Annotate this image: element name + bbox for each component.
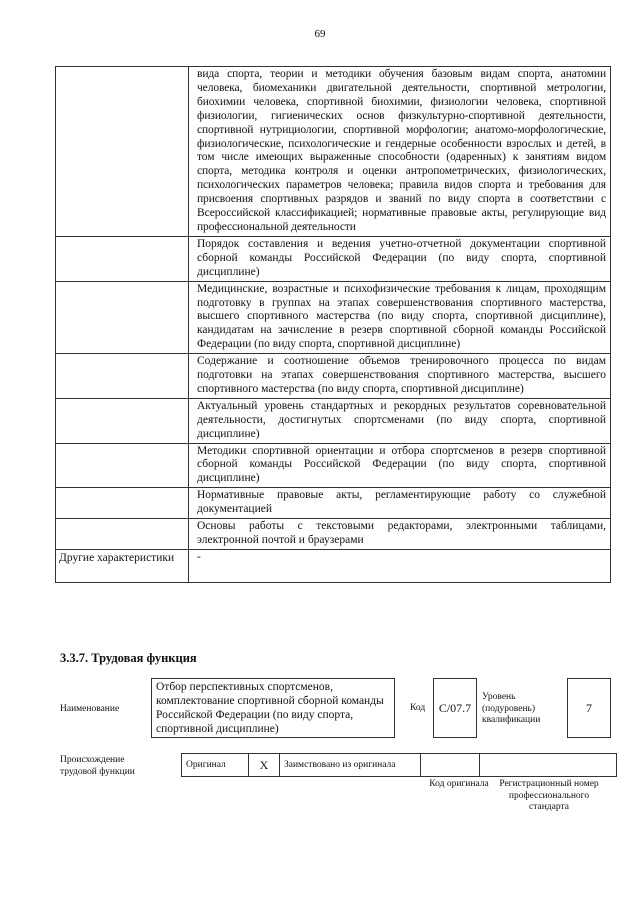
section-heading: 3.3.7. Трудовая функция bbox=[60, 651, 197, 665]
left-cell bbox=[56, 354, 189, 399]
table-row bbox=[56, 519, 611, 550]
table-row bbox=[56, 549, 611, 582]
knowledge-cell bbox=[189, 519, 611, 550]
original-label: Оригинал bbox=[186, 760, 226, 770]
other-characteristics-label-cell bbox=[56, 549, 189, 582]
knowledge-text: Нормативные правовые акты, регламентирующие работу со служебной документацией bbox=[197, 489, 606, 516]
knowledge-text: Порядок составления и ведения учетно-отчетной документации спортивной сборной команды Российской Федерации (по виду спорта, спортивной дисциплине) bbox=[197, 237, 606, 278]
original-label-cell bbox=[182, 754, 249, 777]
name-label: Наименование bbox=[60, 704, 120, 714]
origin-table bbox=[181, 753, 617, 777]
left-cell bbox=[56, 281, 189, 354]
table-row bbox=[56, 67, 611, 237]
table-row bbox=[56, 354, 611, 399]
reg-number-cell bbox=[480, 754, 617, 777]
left-cell bbox=[56, 67, 189, 237]
knowledge-text: Актуальный уровень стандартных и рекордных результатов соревновательной деятельности, достигнутых спортсменами (по виду спорта, спортивной дисциплине) bbox=[197, 399, 606, 440]
code-label: Код bbox=[410, 703, 426, 713]
borrowed-label-cell bbox=[280, 754, 421, 777]
left-cell bbox=[56, 443, 189, 488]
qualification-level-label: Уровень (подуровень) квалификации bbox=[482, 692, 541, 725]
knowledge-cell bbox=[189, 67, 611, 237]
code-box bbox=[433, 678, 477, 738]
reg-number-caption: Регистрационный номер профессионального стандарта bbox=[499, 779, 599, 812]
borrowed-label: Заимствовано из оригинала bbox=[284, 760, 396, 770]
other-characteristics-label: Другие характеристики bbox=[59, 551, 175, 564]
knowledge-text: Методики спортивной ориентации и отбора спортсменов в резерв спортивной сборной команды Российской Федерации (по виду спорта, спортивной дисциплине) bbox=[197, 444, 606, 485]
knowledge-text: Медицинские, возрастные и психофизические требования к лицам, проходящим подготовку в группах на этапах совершенствования спортивного мастерства, высшего спортивного мастерства (по виду спорта, спортивной дисциплине), кандидатам на зачисление в резерв спортивной сборной команды Российской Федерации (по виду спорта, спортивной дисциплине) bbox=[197, 282, 606, 351]
function-name-box bbox=[151, 678, 395, 738]
original-mark-cell bbox=[249, 754, 280, 777]
code-value: C/07.7 bbox=[438, 701, 472, 715]
table-row bbox=[56, 398, 611, 443]
knowledge-cell bbox=[189, 354, 611, 399]
function-name-value: Отбор перспективных спортсменов, комплектование спортивной сборной команды Российской Федерации (по виду спорта, спортивной дисциплине) bbox=[156, 681, 384, 735]
table-row bbox=[56, 281, 611, 354]
knowledge-cell bbox=[189, 443, 611, 488]
code-original-cell bbox=[421, 754, 480, 777]
code-original-caption: Код оригинала bbox=[429, 779, 489, 789]
left-cell bbox=[56, 236, 189, 281]
other-characteristics-cell bbox=[189, 549, 611, 582]
knowledge-cell bbox=[189, 488, 611, 519]
table-row bbox=[56, 488, 611, 519]
left-cell bbox=[56, 488, 189, 519]
table-row bbox=[56, 443, 611, 488]
table-row bbox=[56, 236, 611, 281]
knowledge-cell bbox=[189, 281, 611, 354]
left-cell bbox=[56, 398, 189, 443]
knowledge-cell bbox=[189, 236, 611, 281]
knowledge-text: Содержание и соотношение объемов тренировочного процесса по видам подготовки на этапах совершенствования спортивного мастерства, высшего спортивного мастерства (по виду спорта, спортивной дисциплине) bbox=[197, 355, 606, 395]
original-mark: X bbox=[259, 757, 269, 772]
other-characteristics-value: - bbox=[197, 550, 201, 563]
requirements-table bbox=[55, 66, 611, 583]
page-number: 69 bbox=[314, 28, 326, 40]
origin-label: Происхождение трудовой функции bbox=[60, 755, 135, 777]
level-value: 7 bbox=[586, 701, 592, 715]
left-cell bbox=[56, 519, 189, 550]
knowledge-cell bbox=[189, 398, 611, 443]
level-box bbox=[567, 678, 611, 738]
knowledge-text: Основы работы с текстовыми редакторами, электронными таблицами, электронной почтой и браузерами bbox=[197, 520, 606, 546]
knowledge-text: вида спорта, теории и методики обучения базовым видам спорта, анатомии человека, биомеханики двигательной деятельности, спортивной метрологии, биохимии человека, спортивной биохимии, физиологии человека, спортивной физиологии, гигиенических основ физкультурно-спортивной деятельности, спортивной нутрициологии, спортивной морфологии; анатомо-морфологические, физиологические, психологические и гендерные особенности взрослых и детей, в том числе имеющих выраженные способности (одаренных) к занятиям видом спорта, методика контроля и оценки антропометрических, физиологических, психологических параметров человека; правила видов спорта и требования для присвоения спортивных разрядов и званий по виду спорта в соответствии с Всероссийской классификацией; нормативные правовые акты, регулирующие вид профессиональной деятельности bbox=[197, 68, 606, 233]
